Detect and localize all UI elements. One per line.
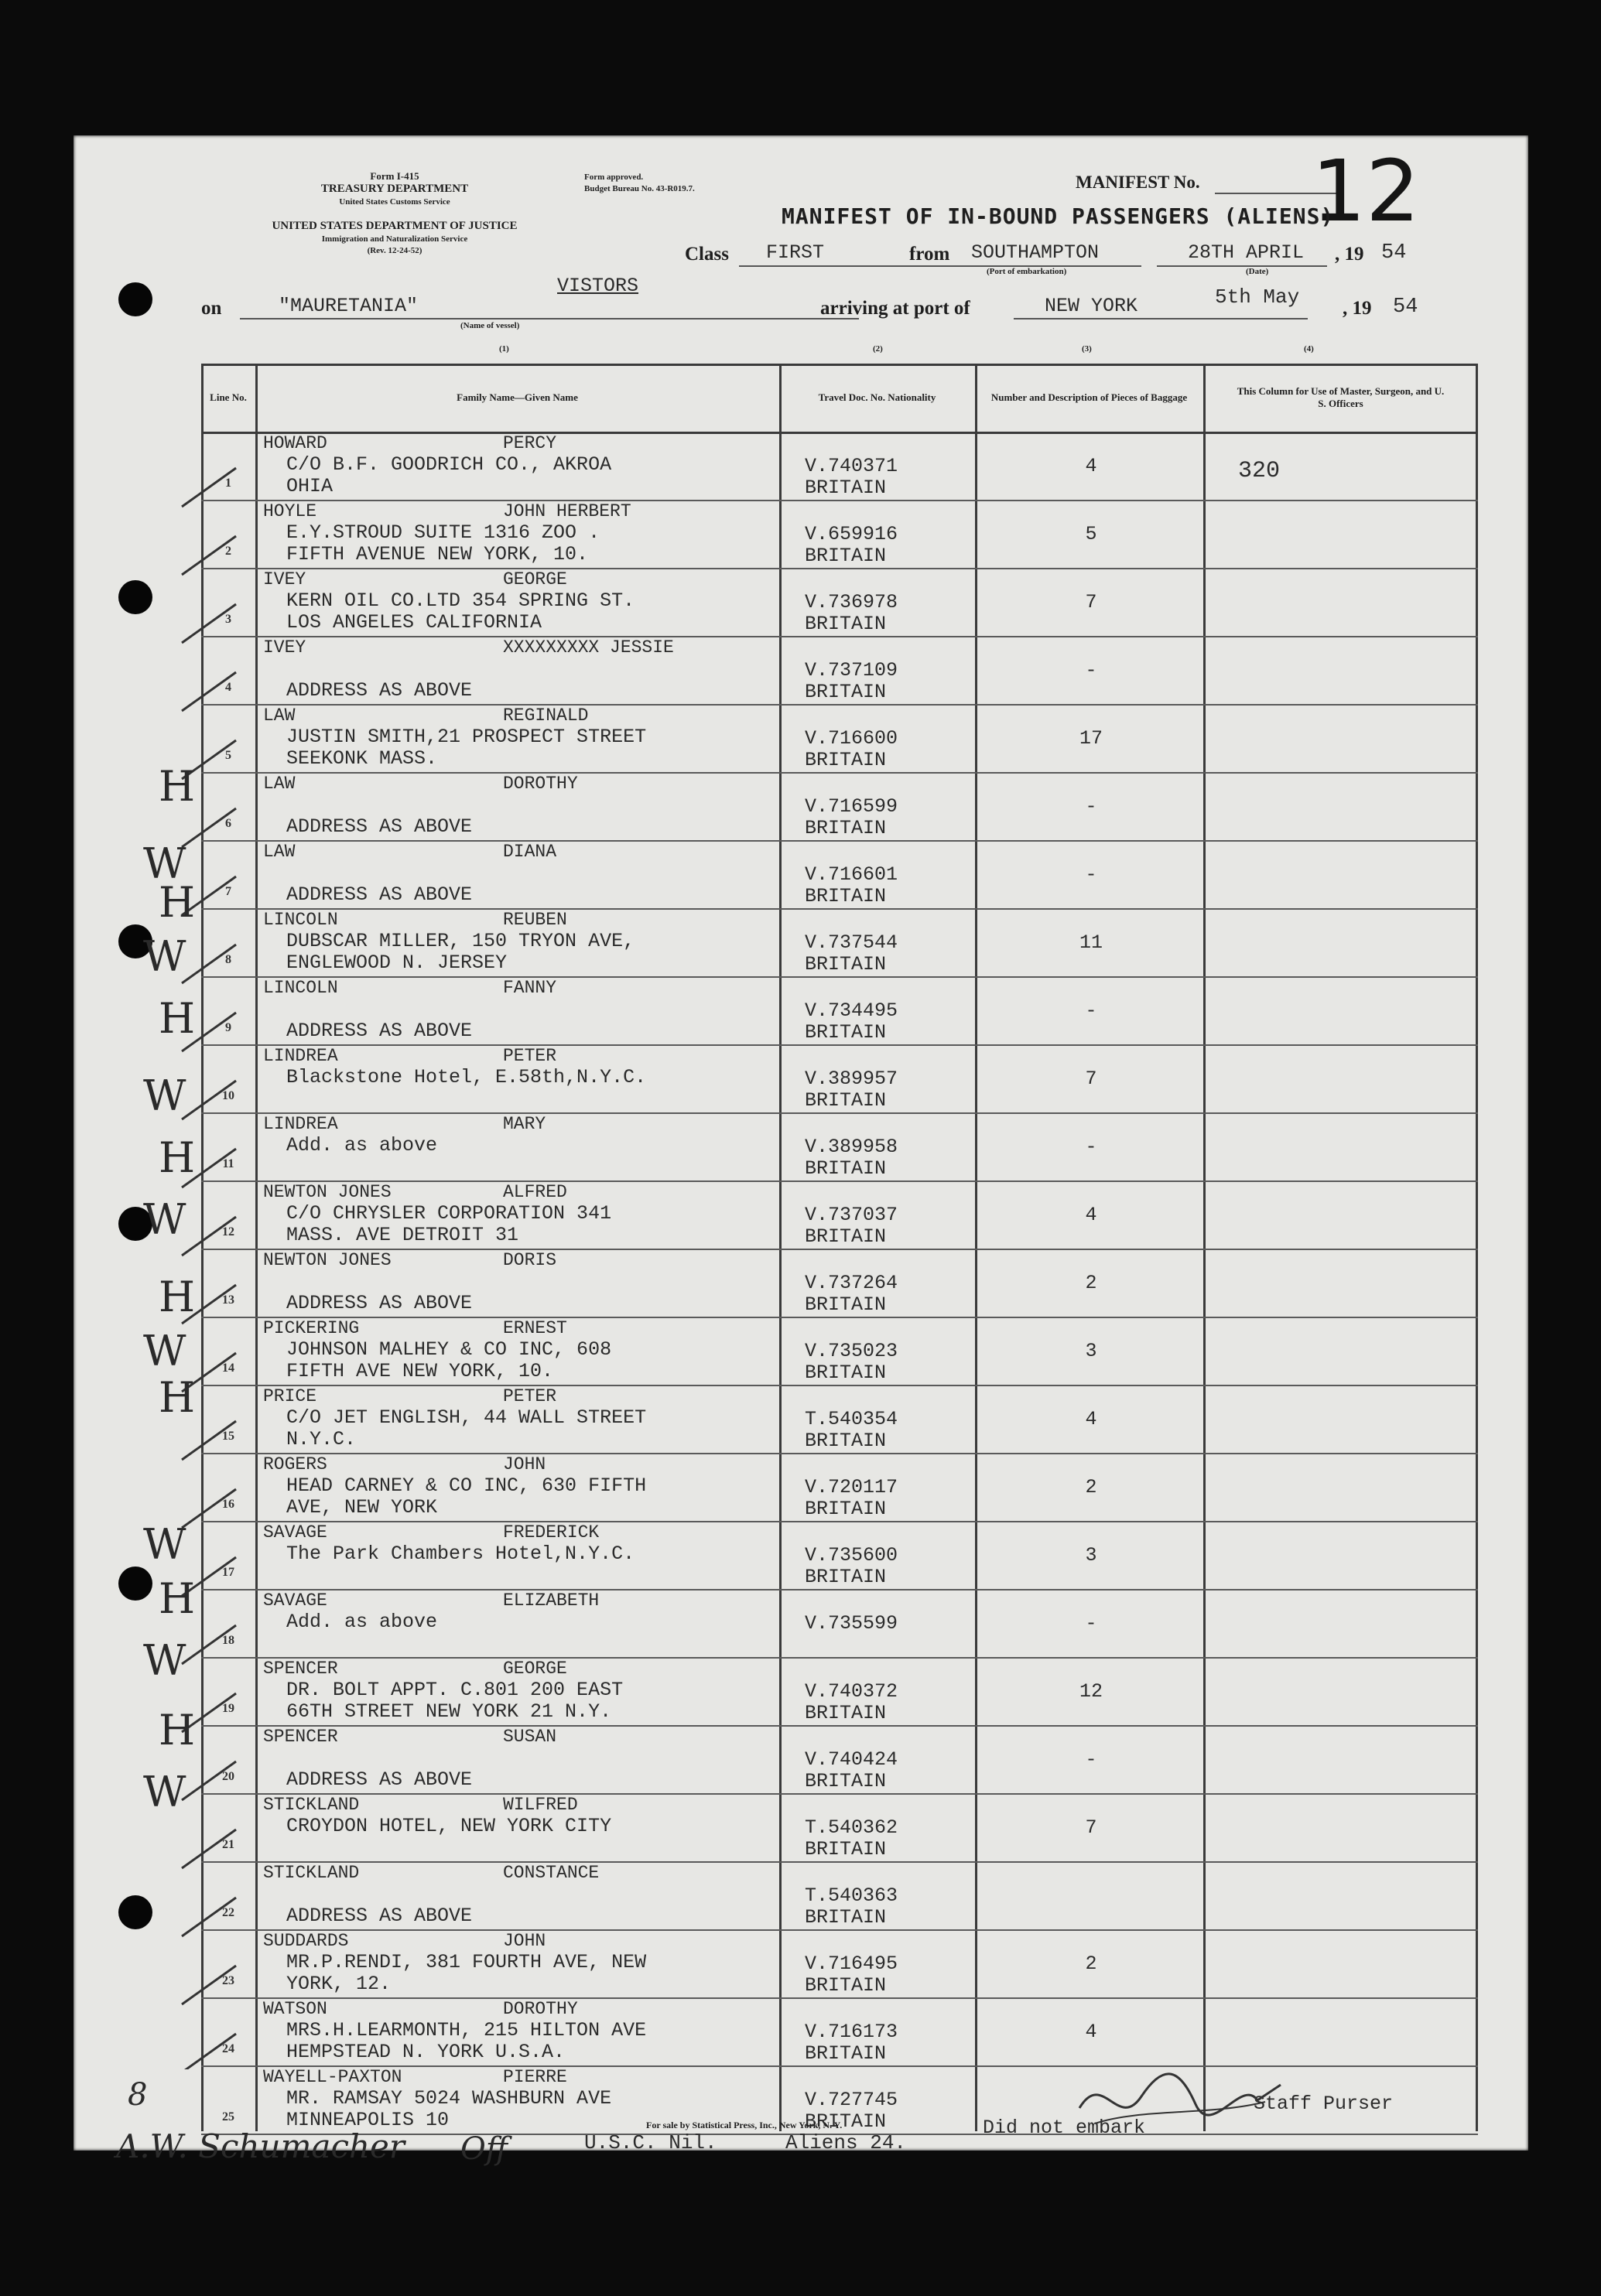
- address-line-2: AVE, NEW YORK: [286, 1496, 438, 1519]
- table-row: [201, 840, 1478, 908]
- year1-value: 54: [1381, 241, 1407, 265]
- address-line-2: MASS. AVE DETROIT 31: [286, 1224, 519, 1246]
- given-name: PETER: [503, 1386, 557, 1406]
- purser-signature: [1072, 2054, 1288, 2139]
- given-name: FREDERICK: [503, 1522, 600, 1543]
- nationality: BRITAIN: [805, 1906, 887, 1929]
- given-name: ELIZABETH: [503, 1590, 600, 1611]
- address-line-2: ADDRESS AS ABOVE: [286, 1905, 473, 1927]
- given-name: SUSAN: [503, 1727, 557, 1747]
- baggage-count: -: [1085, 795, 1097, 818]
- table-row: [201, 1317, 1478, 1385]
- baggage-count: 2: [1085, 1272, 1097, 1294]
- given-name: ALFRED: [503, 1182, 567, 1202]
- nationality: BRITAIN: [805, 2042, 887, 2065]
- given-name: GEORGE: [503, 569, 567, 589]
- nationality: BRITAIN: [805, 1770, 887, 1792]
- address-line-1: C/O CHRYSLER CORPORATION 341: [286, 1202, 612, 1225]
- line-number: 1: [225, 477, 231, 490]
- baggage-count: 4: [1085, 455, 1097, 477]
- table-row: [201, 1180, 1478, 1249]
- family-name: SPENCER: [263, 1659, 338, 1679]
- family-name: SAVAGE: [263, 1522, 327, 1543]
- travel-doc-number: V.735023: [805, 1340, 898, 1362]
- address-line-1: C/O JET ENGLISH, 44 WALL STREET: [286, 1406, 647, 1429]
- class-value: FIRST: [766, 241, 825, 264]
- aliens-count: Aliens 24.: [785, 2131, 907, 2154]
- family-name: PICKERING: [263, 1318, 360, 1338]
- margin-check-marks: [135, 445, 244, 2069]
- given-name: PETER: [503, 1046, 557, 1066]
- form-approved: Form approved.: [584, 173, 644, 182]
- tick-slash: [182, 604, 236, 643]
- tick-slash: [182, 1761, 236, 1800]
- address-line-1: KERN OIL CO.LTD 354 SPRING ST.: [286, 589, 635, 612]
- travel-doc-number: V.716599: [805, 795, 898, 818]
- address-line-1: MR.P.RENDI, 381 FOURTH AVE, NEW: [286, 1951, 647, 1973]
- address-line-1: C/O B.F. GOODRICH CO., AKROA: [286, 453, 612, 476]
- address-line-1: CROYDON HOTEL, NEW YORK CITY: [286, 1815, 612, 1837]
- address-line-1: MR. RAMSAY 5024 WASHBURN AVE: [286, 2087, 612, 2110]
- line-number: 18: [222, 1634, 234, 1647]
- baggage-count: 2: [1085, 1953, 1097, 1975]
- tick-slash: [182, 945, 236, 983]
- line-number: 24: [222, 2042, 234, 2055]
- family-name: WATSON: [263, 1999, 327, 2019]
- given-name: CONSTANCE: [503, 1863, 600, 1883]
- table-row: [201, 432, 1478, 500]
- on-label: on: [201, 298, 222, 319]
- margin-check-mark: H: [159, 1373, 196, 1422]
- address-line-2: ADDRESS AS ABOVE: [286, 815, 473, 838]
- address-line-2: OHIA: [286, 475, 334, 497]
- line-number: 6: [225, 817, 231, 830]
- given-name: GEORGE: [503, 1659, 567, 1679]
- margin-check-mark: W: [143, 1071, 186, 1120]
- arrival-port-value: NEW YORK: [1045, 295, 1138, 317]
- nationality: BRITAIN: [805, 1974, 887, 1997]
- address-line-1: DUBSCAR MILLER, 150 TRYON AVE,: [286, 930, 635, 952]
- embark-date-value: 28TH APRIL: [1188, 241, 1305, 264]
- margin-check-mark: H: [159, 1133, 196, 1182]
- margin-check-mark: W: [143, 839, 186, 888]
- justice-dept: UNITED STATES DEPARTMENT OF JUSTICE: [272, 220, 518, 232]
- header-officers: This Column for Use of Master, Surgeon, and U. S. Officers: [1237, 385, 1445, 409]
- family-name: LINDREA: [263, 1046, 338, 1066]
- header-baggage: Number and Description of Pieces of Baggage: [990, 391, 1188, 403]
- table-row: [201, 1725, 1478, 1793]
- baggage-count: 3: [1085, 1340, 1097, 1362]
- baggage-count: -: [1085, 1612, 1097, 1635]
- given-name: PERCY: [503, 433, 557, 453]
- margin-check-mark: W: [143, 1636, 186, 1685]
- given-name: ERNEST: [503, 1318, 567, 1338]
- line-number: 8: [225, 953, 231, 966]
- punch-hole: [118, 282, 152, 316]
- ins-service: Immigration and Naturalization Service: [321, 234, 468, 244]
- given-name: PIERRE: [503, 2067, 567, 2087]
- table-row: [201, 1112, 1478, 1180]
- family-name: HOYLE: [263, 501, 317, 521]
- line-number: 19: [222, 1702, 234, 1715]
- given-name: FANNY: [503, 978, 557, 998]
- nationality: BRITAIN: [805, 1838, 887, 1860]
- given-name: XXXXXXXXX JESSIE: [503, 637, 674, 658]
- given-name: DOROTHY: [503, 1999, 578, 2019]
- baggage-count: 7: [1085, 1816, 1097, 1839]
- margin-check-mark: W: [143, 1195, 186, 1244]
- staff-purser: Staff Purser: [1254, 2093, 1394, 2115]
- nationality: BRITAIN: [805, 885, 887, 907]
- margin-check-mark: W: [143, 1768, 186, 1816]
- tick-slash: [182, 1830, 236, 1868]
- baggage-count: -: [1085, 659, 1097, 682]
- table-row: [201, 1044, 1478, 1112]
- travel-doc-number: V.737264: [805, 1272, 898, 1294]
- address-line-1: JOHNSON MALHEY & CO INC, 608: [286, 1338, 612, 1361]
- address-line-2: LOS ANGELES CALIFORNIA: [286, 611, 542, 634]
- given-name: DORIS: [503, 1250, 557, 1270]
- travel-doc-number: V.737037: [805, 1204, 898, 1226]
- line-number: 13: [222, 1293, 234, 1307]
- treasury-dept: TREASURY DEPARTMENT: [320, 183, 469, 195]
- family-name: IVEY: [263, 637, 306, 658]
- line-number: 16: [222, 1498, 234, 1511]
- address-line-2: HEMPSTEAD N. YORK U.S.A.: [286, 2041, 566, 2063]
- baggage-count: 12: [1079, 1680, 1103, 1703]
- tick-slash: [182, 1966, 236, 2004]
- from-label: from: [909, 244, 950, 265]
- line-number: 11: [222, 1157, 234, 1170]
- baggage-count: 5: [1085, 523, 1097, 545]
- address-line-2: ADDRESS AS ABOVE: [286, 1020, 473, 1042]
- header-line-no: Line No.: [210, 391, 247, 403]
- year1-prefix: , 19: [1335, 244, 1364, 265]
- travel-doc-number: V.659916: [805, 523, 898, 545]
- nationality: BRITAIN: [805, 613, 887, 635]
- table-row: [201, 1249, 1478, 1317]
- address-line-1: Add. as above: [286, 1134, 438, 1157]
- travel-doc-number: V.716601: [805, 863, 898, 886]
- family-name: STICKLAND: [263, 1863, 360, 1883]
- sale-notice: For sale by Statistical Press, Inc., New York, N. Y.: [646, 2120, 843, 2130]
- address-line-2: ADDRESS AS ABOVE: [286, 883, 473, 906]
- address-line-1: Blackstone Hotel, E.58th,N.Y.C.: [286, 1066, 647, 1088]
- line-number: 21: [222, 1838, 234, 1851]
- address-line-1: Add. as above: [286, 1611, 438, 1633]
- baggage-count: -: [1085, 1136, 1097, 1158]
- nationality: BRITAIN: [805, 1225, 887, 1248]
- tick-slash: [182, 672, 236, 711]
- margin-check-mark: H: [159, 762, 196, 811]
- margin-check-mark: H: [159, 1706, 196, 1754]
- baggage-count: 4: [1085, 2021, 1097, 2043]
- margin-check-mark: H: [159, 1574, 196, 1623]
- family-name: NEWTON JONES: [263, 1250, 392, 1270]
- travel-doc-number: V.737109: [805, 659, 898, 682]
- handwritten-off: Off: [460, 2131, 508, 2167]
- baggage-count: 3: [1085, 1544, 1097, 1567]
- table-row: [201, 1657, 1478, 1725]
- family-name: LINCOLN: [263, 910, 338, 930]
- line-number: 20: [222, 1770, 234, 1783]
- table-row: [201, 704, 1478, 772]
- baggage-count: 7: [1085, 591, 1097, 613]
- tick-slash: [182, 2034, 236, 2069]
- vessel-name: "MAURETANIA": [279, 295, 419, 317]
- manifest-no-label: MANIFEST No.: [1076, 173, 1200, 192]
- port-embarkation-value: SOUTHAMPTON: [971, 241, 1100, 264]
- line-number: 7: [225, 885, 231, 898]
- tick-slash: [182, 1898, 236, 1936]
- table-row: [201, 1929, 1478, 1997]
- table-row: [201, 1793, 1478, 1861]
- table-row: [201, 908, 1478, 976]
- address-line-2: 66TH STREET NEW YORK 21 N.Y.: [286, 1700, 612, 1723]
- table-row: [201, 772, 1478, 840]
- travel-doc-number: V.720117: [805, 1476, 898, 1498]
- address-line-2: ADDRESS AS ABOVE: [286, 1292, 473, 1314]
- travel-doc-number: V.735600: [805, 1544, 898, 1567]
- margin-check-mark: H: [159, 1273, 196, 1321]
- nationality: BRITAIN: [805, 1430, 887, 1452]
- address-line-2: ADDRESS AS ABOVE: [286, 679, 473, 702]
- line-number: 3: [225, 613, 231, 626]
- line-number: 23: [222, 1974, 234, 1987]
- travel-doc-number: V.736978: [805, 591, 898, 613]
- line-number: 10: [222, 1089, 234, 1102]
- margin-check-mark: H: [159, 878, 196, 927]
- travel-doc-number: V.389957: [805, 1068, 898, 1090]
- table-row: [201, 1521, 1478, 1589]
- baggage-count: 4: [1085, 1408, 1097, 1430]
- family-name: SAVAGE: [263, 1590, 327, 1611]
- nationality: BRITAIN: [805, 1089, 887, 1112]
- address-line-2: SEEKONK MASS.: [286, 747, 438, 770]
- col-num-3: (3): [1082, 344, 1092, 354]
- address-line-2: FIFTH AVE NEW YORK, 10.: [286, 1360, 554, 1382]
- col-num-2: (2): [873, 344, 883, 354]
- given-name: MARY: [503, 1114, 546, 1134]
- travel-doc-number: V.716495: [805, 1953, 898, 1975]
- address-line-2: ADDRESS AS ABOVE: [286, 1768, 473, 1791]
- nationality: BRITAIN: [805, 1157, 887, 1180]
- address-line-2: MINNEAPOLIS 10: [286, 2109, 450, 2131]
- given-name: DOROTHY: [503, 774, 578, 794]
- line-number: 15: [222, 1430, 234, 1443]
- manifest-table: [201, 364, 1478, 2139]
- travel-doc-number: T.540363: [805, 1884, 898, 1907]
- visitors-heading: VISTORS: [557, 275, 639, 297]
- baggage-count: -: [1085, 1748, 1097, 1771]
- address-line-2: N.Y.C.: [286, 1428, 357, 1450]
- nationality: BRITAIN: [805, 681, 887, 703]
- family-name: IVEY: [263, 569, 306, 589]
- travel-doc-number: T.540362: [805, 1816, 898, 1839]
- nationality: BRITAIN: [805, 817, 887, 839]
- tick-slash: [182, 1489, 236, 1528]
- family-name: LAW: [263, 842, 296, 862]
- given-name: WILFRED: [503, 1795, 578, 1815]
- baggage-count: 17: [1079, 727, 1103, 750]
- address-line-2: YORK, 12.: [286, 1973, 392, 1995]
- family-name: PRICE: [263, 1386, 317, 1406]
- baggage-count: 2: [1085, 1476, 1097, 1498]
- address-line-1: MRS.H.LEARMONTH, 215 HILTON AVE: [286, 2019, 647, 2041]
- tick-slash: [182, 468, 236, 507]
- line-number: 17: [222, 1566, 234, 1579]
- address-line-1: HEAD CARNEY & CO INC, 630 FIFTH: [286, 1474, 647, 1497]
- arriving-label: arriving at port of: [820, 298, 970, 319]
- nationality: BRITAIN: [805, 1702, 887, 1724]
- manifest-title: MANIFEST OF IN-BOUND PASSENGERS (ALIENS): [782, 203, 1335, 229]
- baggage-count: 11: [1079, 931, 1103, 954]
- baggage-count: Did not embark: [983, 2117, 1146, 2139]
- table-row: [201, 1861, 1478, 1929]
- nationality: BRITAIN: [805, 953, 887, 975]
- travel-doc-number: V.735599: [805, 1612, 898, 1635]
- table-row: [201, 1589, 1478, 1657]
- handwritten-8: 8: [128, 2077, 148, 2113]
- revision: (Rev. 12-24-52): [367, 246, 422, 255]
- given-name: REGINALD: [503, 706, 589, 726]
- nationality: BRITAIN: [805, 2110, 887, 2133]
- family-name: LAW: [263, 774, 296, 794]
- address-line-2: ENGLEWOOD N. JERSEY: [286, 952, 508, 974]
- tick-slash: [182, 1217, 236, 1256]
- budget-bureau: Budget Bureau No. 43-R019.7.: [584, 184, 695, 193]
- travel-doc-number: V.740372: [805, 1680, 898, 1703]
- table-row: [201, 500, 1478, 568]
- vessel-caption: (Name of vessel): [460, 321, 520, 330]
- port-embarkation-caption: (Port of embarkation): [987, 267, 1067, 276]
- table-row: [201, 636, 1478, 704]
- travel-doc-number: V.716600: [805, 727, 898, 750]
- family-name: SPENCER: [263, 1727, 338, 1747]
- tick-slash: [182, 1081, 236, 1119]
- line-number: 5: [225, 749, 231, 762]
- header-name: Family Name—Given Name: [457, 391, 578, 403]
- table-row: [201, 976, 1478, 1044]
- line-number: 12: [222, 1225, 234, 1239]
- nationality: BRITAIN: [805, 1293, 887, 1316]
- nationality: BRITAIN: [805, 1362, 887, 1384]
- table-row: [201, 568, 1478, 636]
- travel-doc-number: V.737544: [805, 931, 898, 954]
- form-number: Form I-415: [370, 170, 419, 182]
- arrival-date-value: 5th May: [1215, 285, 1300, 309]
- travel-doc-number: V.727745: [805, 2089, 898, 2111]
- family-name: STICKLAND: [263, 1795, 360, 1815]
- nationality: BRITAIN: [805, 477, 887, 499]
- given-name: JOHN: [503, 1931, 546, 1951]
- nationality: BRITAIN: [805, 749, 887, 771]
- handwritten-signature: A.W. Schumacher: [116, 2127, 405, 2165]
- address-line-2: FIFTH AVENUE NEW YORK, 10.: [286, 543, 589, 565]
- margin-check-mark: W: [143, 1327, 186, 1375]
- address-line-1: DR. BOLT APPT. C.801 200 EAST: [286, 1679, 624, 1701]
- tick-slash: [182, 536, 236, 575]
- margin-check-mark: H: [159, 994, 196, 1043]
- tick-slash: [182, 808, 236, 847]
- customs-service: United States Customs Service: [339, 197, 450, 207]
- family-name: LAW: [263, 706, 296, 726]
- margin-check-mark: W: [143, 1520, 186, 1569]
- travel-doc-number: T.540354: [805, 1408, 898, 1430]
- year2-value: 54: [1393, 296, 1418, 319]
- nationality: BRITAIN: [805, 1021, 887, 1044]
- line-number: 2: [225, 545, 231, 558]
- line-number: 25: [222, 2110, 234, 2123]
- col-num-1: (1): [499, 344, 509, 354]
- baggage-count: 4: [1085, 1204, 1097, 1226]
- year2-prefix: , 19: [1343, 298, 1372, 319]
- address-line-1: JUSTIN SMITH,21 PROSPECT STREET: [286, 726, 647, 748]
- travel-doc-number: V.716173: [805, 2021, 898, 2043]
- tick-slash: [182, 1625, 236, 1664]
- nationality: BRITAIN: [805, 1566, 887, 1588]
- header-travel-doc: Travel Doc. No. Nationality: [818, 391, 936, 403]
- line-number: 14: [222, 1362, 234, 1375]
- manifest-no-handwritten: 12: [1312, 142, 1420, 241]
- nationality: BRITAIN: [805, 1498, 887, 1520]
- table-row: [201, 1385, 1478, 1453]
- given-name: JOHN HERBERT: [503, 501, 631, 521]
- family-name: ROGERS: [263, 1454, 327, 1474]
- baggage-count: 7: [1085, 1068, 1097, 1090]
- date-caption: (Date): [1246, 267, 1269, 276]
- family-name: SUDDARDS: [263, 1931, 349, 1951]
- baggage-count: -: [1085, 999, 1097, 1022]
- family-name: HOWARD: [263, 433, 327, 453]
- margin-check-mark: W: [143, 932, 186, 981]
- line-number: 9: [225, 1021, 231, 1034]
- travel-doc-number: V.734495: [805, 999, 898, 1022]
- given-name: REUBEN: [503, 910, 567, 930]
- family-name: LINCOLN: [263, 978, 338, 998]
- travel-doc-number: V.389958: [805, 1136, 898, 1158]
- usc-nil: U.S.C. Nil.: [584, 2131, 717, 2154]
- family-name: WAYELL-PAXTON: [263, 2067, 402, 2087]
- line-number: 4: [225, 681, 231, 694]
- travel-doc-number: V.740371: [805, 455, 898, 477]
- baggage-count: -: [1085, 863, 1097, 886]
- manifest-page: [74, 135, 1528, 2167]
- nationality: BRITAIN: [805, 545, 887, 567]
- address-line-1: The Park Chambers Hotel,N.Y.C.: [286, 1543, 635, 1565]
- address-line-1: E.Y.STROUD SUITE 1316 ZOO .: [286, 521, 600, 544]
- family-name: NEWTON JONES: [263, 1182, 392, 1202]
- family-name: LINDREA: [263, 1114, 338, 1134]
- officer-note: 320: [1238, 458, 1281, 484]
- class-label: Class: [685, 244, 729, 265]
- given-name: JOHN: [503, 1454, 546, 1474]
- col-num-4: (4): [1304, 344, 1314, 354]
- travel-doc-number: V.740424: [805, 1748, 898, 1771]
- tick-slash: [182, 1421, 236, 1460]
- line-number: 22: [222, 1906, 234, 1919]
- table-row: [201, 1453, 1478, 1521]
- given-name: DIANA: [503, 842, 557, 862]
